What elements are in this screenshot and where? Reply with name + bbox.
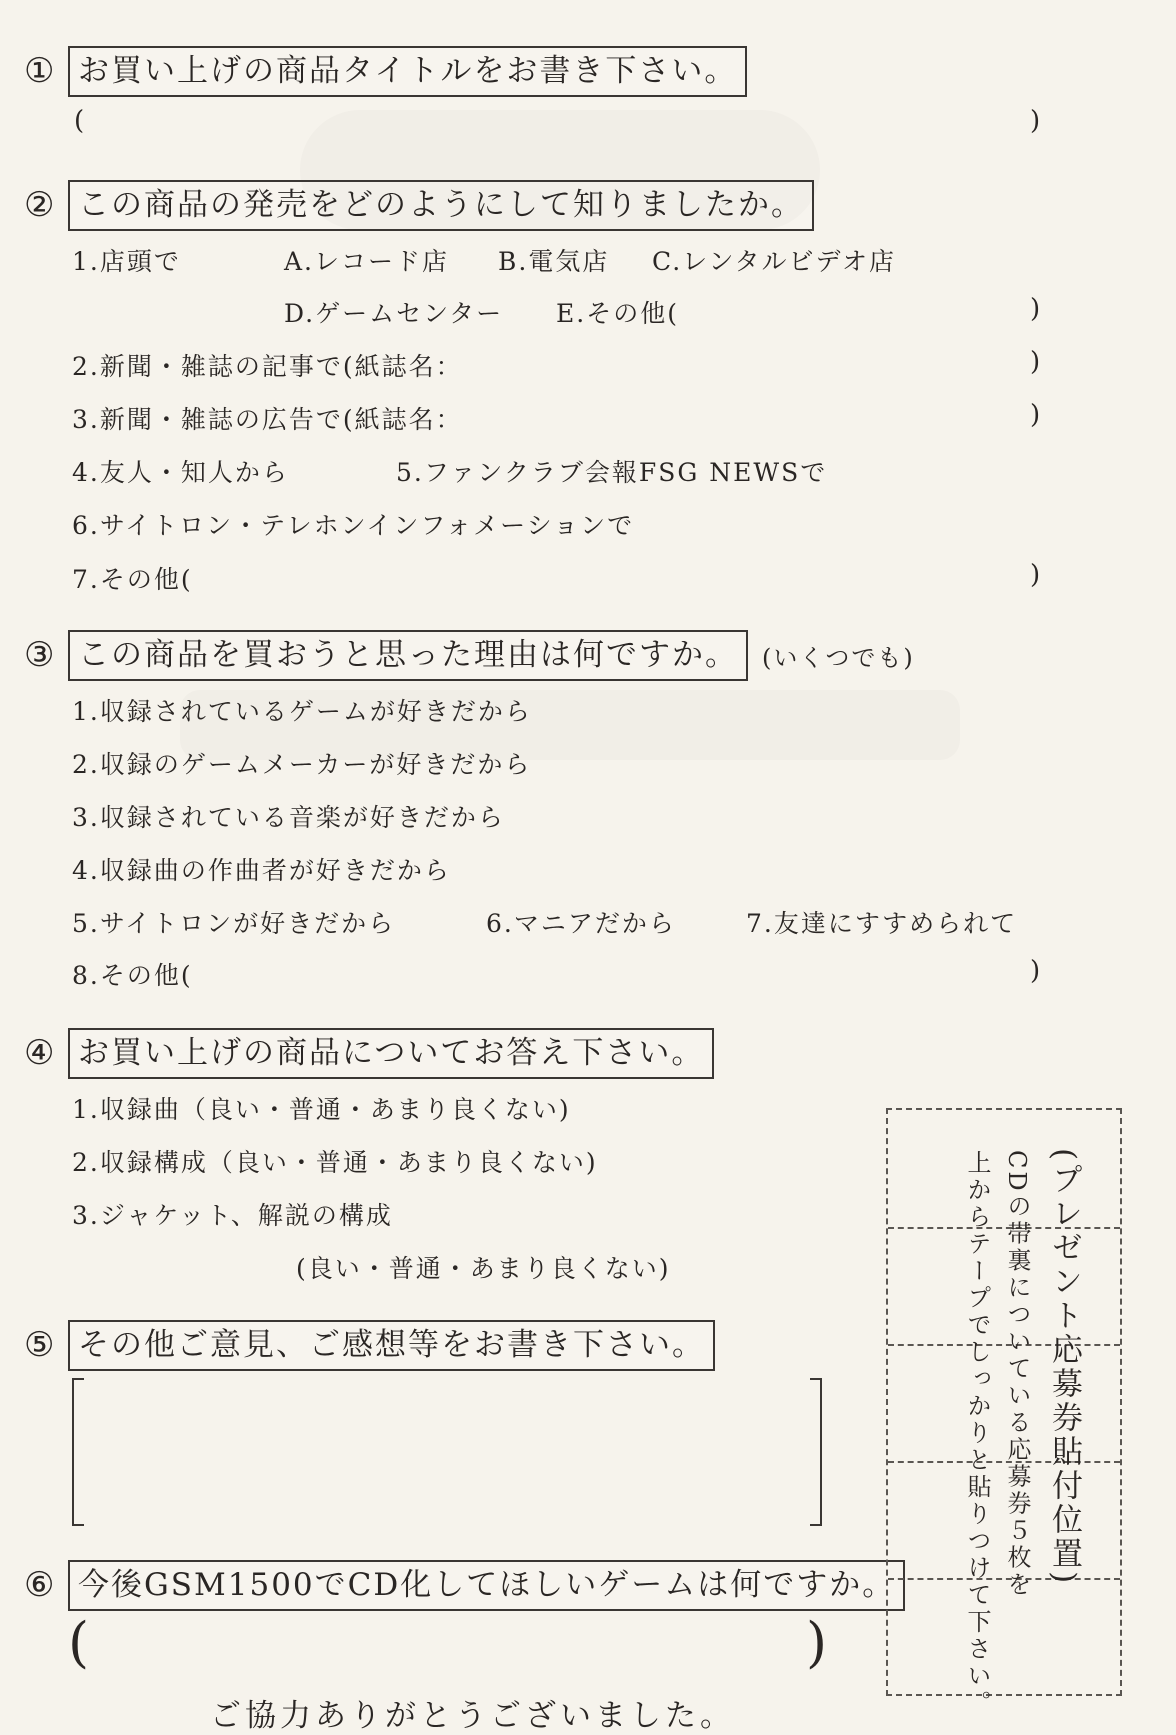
comment-box-left-bracket — [72, 1378, 84, 1526]
present-ticket-instruction-1: CDの帯裏についている応募券５枚を — [1003, 1150, 1031, 1599]
option-line: 4.友人・知人から — [72, 458, 289, 487]
answer-paren-close: ) — [806, 1611, 828, 1674]
answer-paren-close: ) — [1030, 400, 1041, 430]
question-number: ② — [24, 185, 55, 226]
comment-box-right-bracket — [810, 1378, 822, 1526]
option-line: 7.友達にすすめられて — [746, 909, 1018, 938]
option-line: C.レンタルビデオ店 — [652, 247, 897, 276]
option-line: 6.サイトロン・テレホンインフォメーションで — [72, 511, 635, 540]
option-line: 2.新聞・雑誌の記事で(紙誌名： — [72, 352, 463, 381]
question-4 — [24, 1028, 714, 1079]
option-line: 3.新聞・雑誌の広告で(紙誌名： — [72, 405, 463, 434]
question-1-text: お買い上げの商品タイトルをお書き下さい。 — [68, 46, 747, 97]
option-line: 3.ジャケット、解説の構成 — [72, 1201, 393, 1230]
option-line: 1.収録曲（良い・普通・あまり良くない) — [72, 1095, 571, 1124]
answer-paren-close: ) — [1030, 294, 1041, 324]
option-line: 7.その他( — [72, 565, 193, 594]
answer-paren-close: ) — [1030, 347, 1041, 377]
option-line: 3.収録されている音楽が好きだから — [72, 803, 505, 832]
question-number: ⑥ — [24, 1565, 55, 1606]
option-line: 5.サイトロンが好きだから — [72, 909, 396, 938]
option-line: D.ゲームセンター — [284, 299, 504, 328]
option-line: 8.その他( — [72, 961, 193, 990]
question-2-text: この商品の発売をどのようにして知りましたか。 — [68, 180, 814, 231]
answer-paren-close: ) — [1030, 956, 1041, 986]
present-ticket-area — [886, 1108, 1122, 1717]
present-ticket-instruction-2: 上からテープでしっかりと貼りつけて下さい。 — [963, 1150, 991, 1717]
option-line: 1.収録されているゲームが好きだから — [72, 697, 532, 726]
answer-paren-close: ) — [1030, 106, 1041, 136]
option-line: E.その他( — [556, 299, 679, 328]
answer-paren-close: ) — [1030, 560, 1041, 590]
question-number: ① — [24, 51, 55, 92]
question-3 — [24, 630, 915, 681]
answer-paren-open: ( — [74, 106, 85, 136]
question-3-note: (いくつでも) — [762, 643, 915, 672]
option-line: 2.収録のゲームメーカーが好きだから — [72, 750, 532, 779]
question-2 — [24, 180, 814, 231]
question-number: ④ — [24, 1033, 55, 1074]
option-line: 2.収録構成（良い・普通・あまり良くない) — [72, 1148, 598, 1177]
option-line: 4.収録曲の作曲者が好きだから — [72, 856, 451, 885]
question-6 — [24, 1560, 905, 1611]
option-line: 1.店頭で — [72, 247, 181, 276]
question-5-text: その他ご意見、ご感想等をお書き下さい。 — [68, 1320, 715, 1371]
option-line: 5.ファンクラブ会報FSG NEWSで — [396, 458, 828, 487]
question-5 — [24, 1320, 715, 1371]
question-number: ③ — [24, 635, 55, 676]
thanks-message: ご協力ありがとうございました。 — [210, 1698, 735, 1734]
present-ticket-title: (プレゼント応募券貼付位置) — [1046, 1148, 1082, 1587]
option-line: B.電気店 — [498, 247, 610, 276]
question-6-text: 今後GSM1500でCD化してほしいゲームは何ですか。 — [68, 1560, 905, 1611]
question-1 — [24, 46, 747, 97]
option-line: A.レコード店 — [284, 247, 450, 276]
question-number: ⑤ — [24, 1325, 55, 1366]
option-line: (良い・普通・あまり良くない) — [296, 1254, 671, 1283]
question-4-text: お買い上げの商品についてお答え下さい。 — [68, 1028, 714, 1079]
option-line: 6.マニアだから — [486, 909, 676, 938]
question-3-text: この商品を買おうと思った理由は何ですか。 — [68, 630, 748, 681]
answer-paren-open: ( — [68, 1611, 90, 1674]
